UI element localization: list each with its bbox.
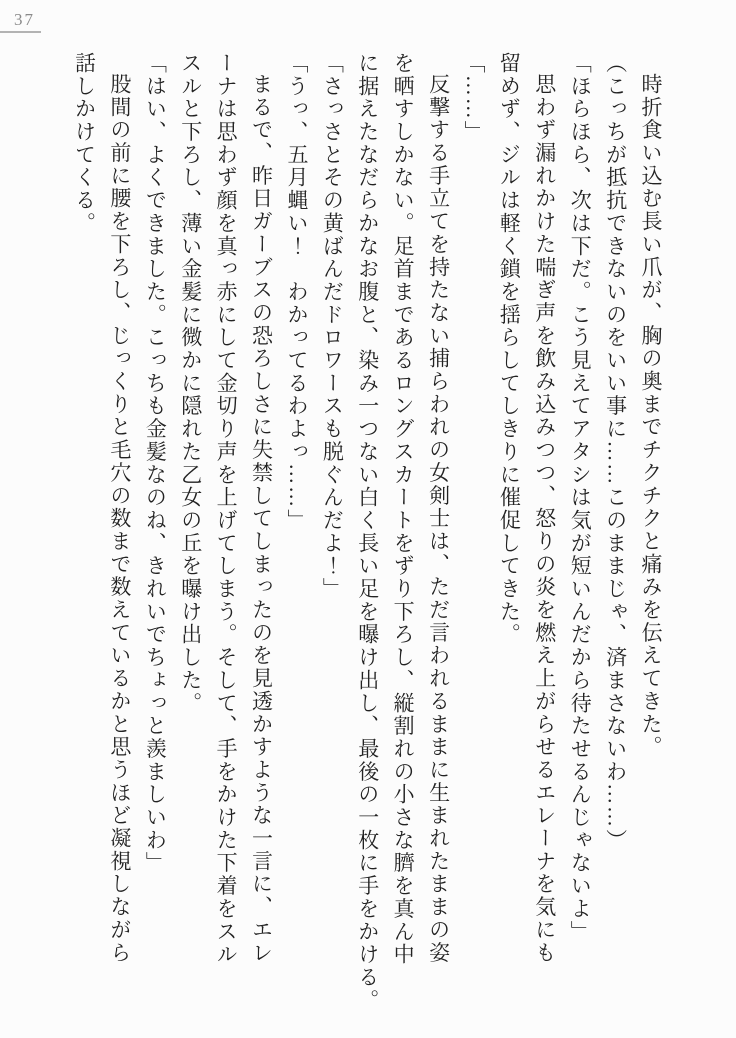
text-line: ーナは思わず顔を真っ赤にして金切り声を上げてしまう。そして、手をかけた下着をスル bbox=[214, 52, 239, 966]
text-line: 「……」 bbox=[461, 52, 486, 144]
text-line: 股間の前に腰を下ろし、じっくりと毛穴の数まで数えているかと思うほど凝視しながら bbox=[107, 73, 132, 965]
text-line: 時折食い込む長い爪が、胸の奥までチクチクと痛みを伝えてきた。 bbox=[639, 73, 663, 759]
text-line: 留めず、ジルは軽く鎖を揺らしてしきりに催促してきた。 bbox=[497, 52, 522, 647]
text-line: 話しかけてくる。 bbox=[72, 52, 97, 235]
text-line: 「さっさとその黄ばんだドロワースも脱ぐんだよ！」 bbox=[320, 52, 345, 601]
text-line: （こっちが抵抗できないのをいい事に……このままじゃ、済まさないわ……） bbox=[603, 52, 628, 852]
text-line: 「ほらほら、次は下だ。こう見えてアタシは気が短いんだから待たせるんじゃないよ」 bbox=[568, 52, 593, 944]
text-line: 「うっ、五月蝿い！ わかってるわよっ……」 bbox=[284, 52, 309, 532]
novel-text-block bbox=[66, 52, 668, 1038]
text-line: 「はい、よくできました。こっちも金髪なのね、きれいでちょっと羨ましいわ」 bbox=[143, 52, 168, 875]
text-line: を晒すしかない。足首まであるロングスカートをずり下ろし、縦割れの小さな臍を真ん中 bbox=[391, 52, 416, 966]
text-line: 思わず漏れかけた喘ぎ声を飲み込みつつ、怒りの炎を燃え上がらせるエレーナを気にも bbox=[532, 73, 557, 965]
text-line: まるで、昨日ガーブスの恐ろしさに失禁してしまったのを見透かすような一言に、エレ bbox=[249, 73, 274, 965]
text-line: に据えたなだらかなお腹と、染み一つない白く長い足を曝け出し、最後の一枚に手をかける。 bbox=[355, 52, 380, 1012]
text-line: 反撃する手立てを持たない捕らわれの女剣士は、ただ言われるままに生まれたままの姿 bbox=[426, 73, 451, 965]
page-number-rule bbox=[0, 31, 41, 33]
page-number: 37 bbox=[14, 10, 35, 29]
text-line: スルと下ろし、薄い金髪に微かに隠れた乙女の丘を曝け出した。 bbox=[178, 52, 203, 715]
